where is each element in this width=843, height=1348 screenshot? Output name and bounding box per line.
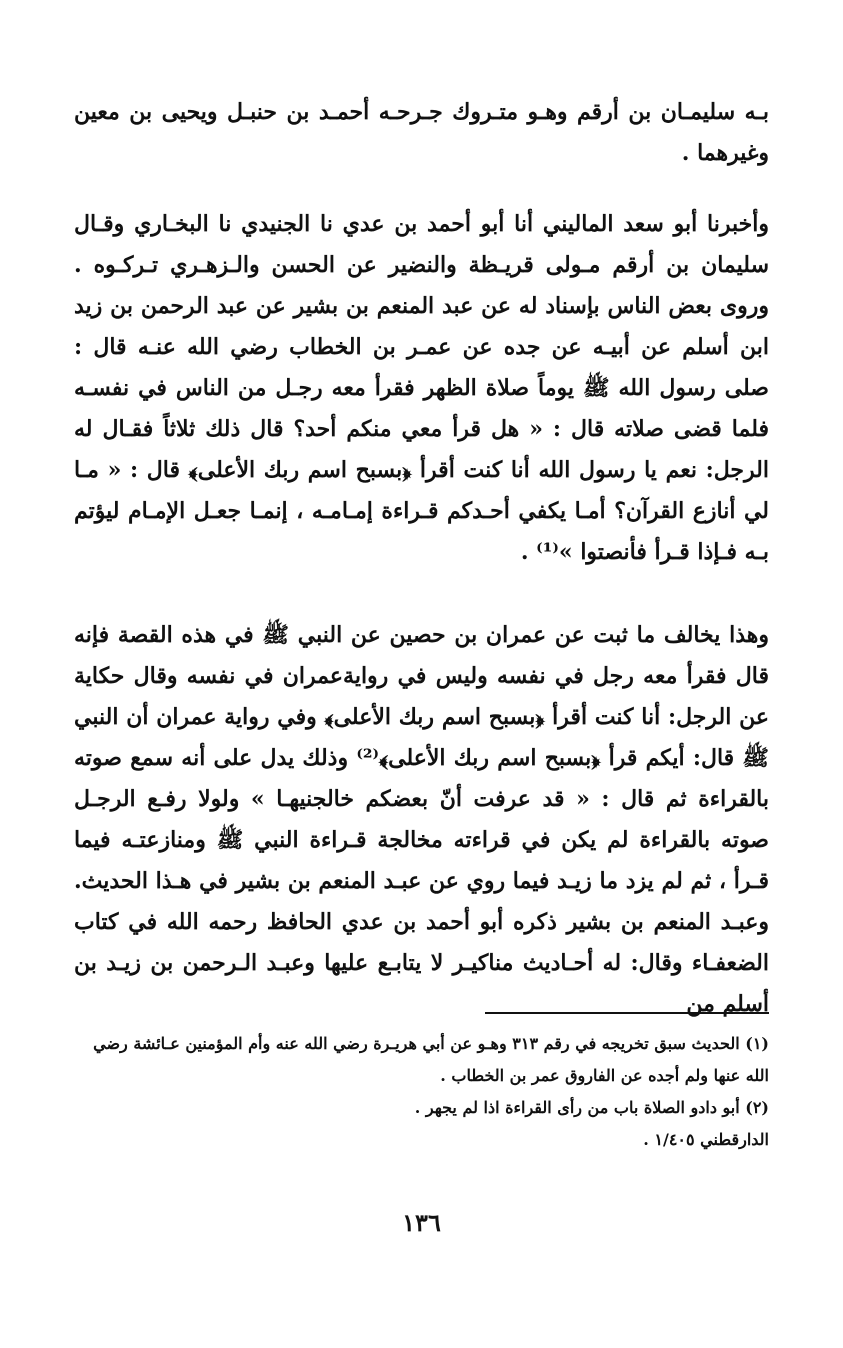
footnote-2-continuation: الدارقطني ١/٤٠٥ .: [643, 1130, 769, 1149]
footnote-divider: [485, 1012, 769, 1014]
body-paragraph-3: وهذا يخالف ما ثبت عن عمران بن حصين عن النبي ﷺ في هذه القصة فإنه قال فقرأ معه رجل في نفسه وليس في روايةعمران في نفسه وقال حكاية عن الرجل: أنا كنت أقرأ ﴿بسبح اسم ربك الأعلى﴾ وفي رواية عمران أن النبي ﷺ قال: أيكم قرأ ﴿بسبح اسم ربك الأعلى﴾⁽²⁾ وذلك يدل على أنه سمع صوته بالقراءة ثم قال : « قد عرفت أنّ بعضكم خالجنيهـا » ولولا رفـع الرجـل صوته بالقراءة لم يكن في قراءته مخالجة قـراءة النبي ﷺ ومنازعتـه فيما قـرأ ، ثم لم يزد ما زيـد فيما روي عن عبـد المنعم بن بشير في هـذا الحديث. وعبـد المنعم بن بشير ذكره أبو أحمد بن عدي الحافظ رحمه الله في كتاب الضعفـاء وقال: له أحـاديث مناكيـر لا يتابـع عليها وعبـد الـرحمن بن زيـد بن أسلم من: [74, 622, 769, 1017]
page-number: ١٣٦: [402, 1208, 441, 1237]
footnote-2: (٢) أبو دادو الصلاة باب من رأى القراءة اذا لم يجهر .: [414, 1098, 769, 1117]
body-paragraph-1: بـه سليمـان بن أرقم وهـو متـروك جـرحـه أحمـد بن حنبـل ويحيى بن معين وغيرهما .: [74, 99, 769, 166]
footnote-1: (١) الحديث سبق تخريجه في رقم ٣١٣ وهـو عن أبي هريـرة رضي الله عنه وأم المؤمنين عـائشة رضي الله عنها ولم أجده عن الفاروق عمر بن الخطاب .: [93, 1034, 769, 1085]
footnotes-section: [74, 1028, 769, 1156]
body-paragraph-2: وأخبرنا أبو سعد الماليني أنا أبو أحمد بن عدي نا الجنيدي نا البخـاري وقـال سليمان بن أرقم مـولى قريـظة والنضير عن الحسن والـزهـري تـركـوه . وروى بعض الناس بإسناد له عن عبد المنعم بن بشير عن عبد الرحمن بن زيد ابن أسلم عن أبيـه عن جده عن عمـر بن الخطاب رضي الله عنـه قال : صلى رسول الله ﷺ يوماً صلاة الظهر فقرأ معه رجـل من الناس في نفسـه فلما قضى صلاته قال : « هل قرأ معي منكم أحد؟ قال ذلك ثلاثاً فقـال له الرجل: نعم يا رسول الله أنا كنت أقرأ ﴿بسبح اسم ربك الأعلى﴾ قال : « مـا لي أنازع القرآن؟ أمـا يكفي أحـدكم قـراءة إمـامـه ، إنمـا جعـل الإمـام ليؤتم بـه فـإذا قـرأ فأنصتوا »⁽¹⁾ .: [74, 211, 769, 565]
page-body: [74, 92, 769, 1025]
